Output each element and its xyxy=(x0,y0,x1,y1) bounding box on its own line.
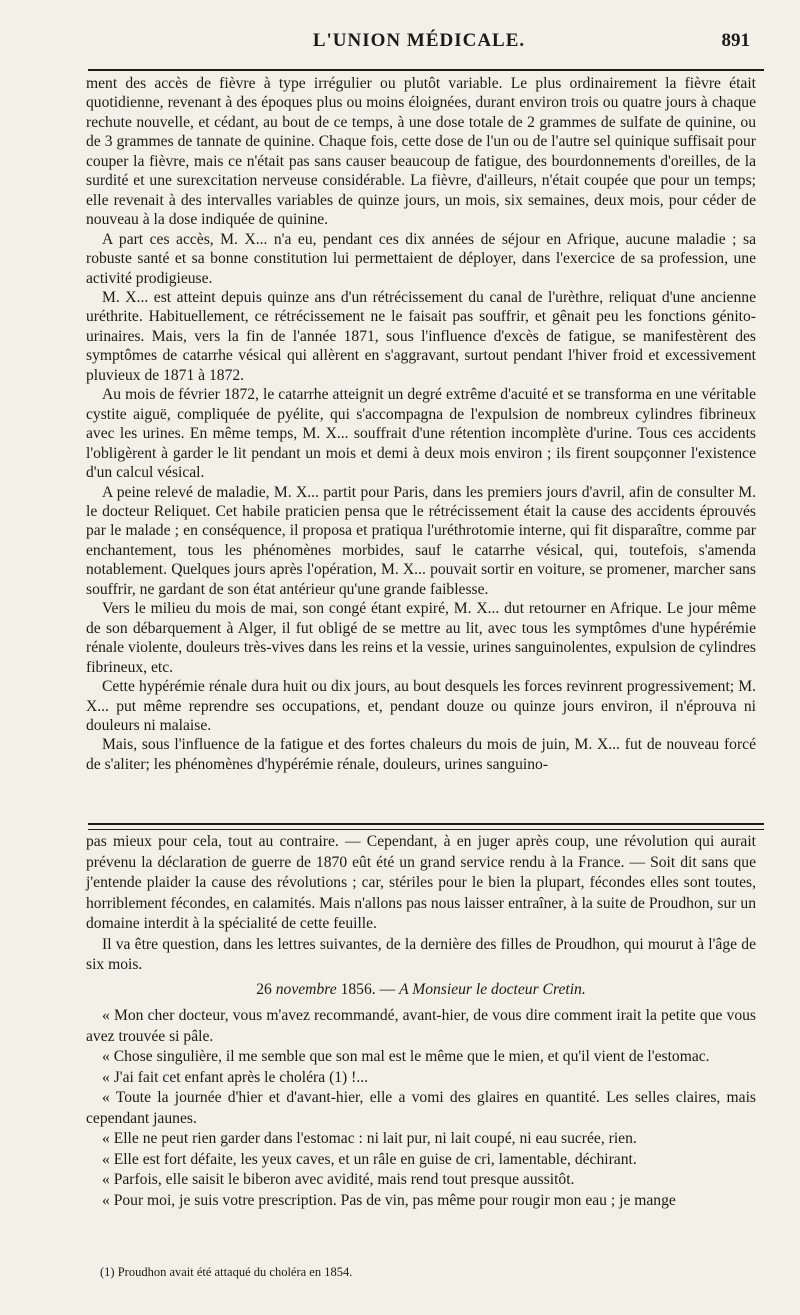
header-rule xyxy=(88,69,764,71)
paragraph: ment des accès de fièvre à type irrégulier ou plutôt variable. Le plus ordinairement la fièvre était quotidienne, revenant à des époques plus ou moins éloignées, durant environ trois ou quatre jours à chaque rechute nouvelle, et cédant, au bout de ce temps, à une dose totale de 2 grammes de sulfate de quinine, ou de 3 grammes de tannate de quinine. Chaque fois, cette dose de l'un ou de l'autre sel quinique suffisait pour couper la fièvre, mais ce n'était pas sans causer beaucoup de fatigue, des bourdonnements d'oreilles, de la surdité et une surexcitation nerveuse considérable. La fièvre, d'ailleurs, n'était coupée que pour un temps; elle revenait à des intervalles variables de quinze jours, un mois, six semaines, deux mois, pour céder de nouveau à la dose indiquée de quinine. xyxy=(86,75,756,229)
paragraph: Au mois de février 1872, le catarrhe atteignit un degré extrême d'acuité et se transforma en une véritable cystite aiguë, compliquée de pyélite, qui s'accompagna de l'expulsion de nombreux cylindres fibrineux avec les urines. En même temps, M. X... souffrait d'une rétention incomplète d'urine. Tous ces accidents l'obligèrent à garder le lit pendant un mois et demi à deux mois environ ; ils firent soupçonner l'existence d'un calcul vésical. xyxy=(86,386,756,482)
paragraph: M. X... est atteint depuis quinze ans d'un rétrécissement du canal de l'urèthre, reliquat d'une ancienne uréthrite. Habituellement, ce rétrécissement ne le faisait pas souffrir, et gênait peu les fonctions génito-urinaires. Mais, vers la fin de l'année 1871, sous l'influence d'excès de fatigue, se manifestèrent des symptômes de catarrhe vésical qui allèrent en s'aggravant, surtout pendant l'hiver froid et excessivement pluvieux de 1871 à 1872. xyxy=(86,288,756,384)
letter-paragraph: « Parfois, elle saisit le biberon avec avidité, mais rend tout presque aussitôt. xyxy=(102,1171,575,1188)
paragraph: Vers le milieu du mois de mai, son congé étant expiré, M. X... dut retourner en Afrique. Le jour même de son débarquement à Alger, il fut obligé de se mettre au lit, avec tous les symptômes d'une hypérémie rénale violente, douleurs très-vives dans les reins et la vessie, urines sanguinolentes, expulsion de cylindres fibrineux, etc. xyxy=(86,600,756,676)
paragraph: Mais, sous l'influence de la fatigue et des fortes chaleurs du mois de juin, M. X... fut de nouveau forcé de s'aliter; les phénomènes d'hypérémie rénale, douleurs, urines sanguino- xyxy=(86,736,756,773)
paragraph: A part ces accès, M. X... n'a eu, pendant ces dix années de séjour en Afrique, aucune maladie ; sa robuste santé et sa bonne constitution lui permettaient de déployer, dans l'exercice de sa profession, une activité prodigieuse. xyxy=(86,230,756,287)
page-header xyxy=(88,30,750,64)
paragraph: Cette hypérémie rénale dura huit ou dix jours, au bout desquels les forces revinrent progressivement; M. X... put même reprendre ses occupations, et, pendant douze ou quinze jours environ, il n'éprouva ni douleurs ni malaise. xyxy=(86,678,756,734)
letter-paragraph: « Pour moi, je suis votre prescription. Pas de vin, pas même pour rougir mon eau ; je mange xyxy=(102,1191,676,1209)
paragraph: pas mieux pour cela, tout au contraire. — Cependant, à en juger après coup, une révolution qui aurait prévenu la déclaration de guerre de 1870 eût été un grand service rendu à la France. — Soit dit sans que j'entende plaider la cause des révolutions ; car, stériles pour le bien la plupart, fécondes elles sont toutes, horriblement fécondes, en calamités. Mais n'allons pas nous laisser entraîner, à la suite de Proudhon, sur un domaine interdit à la spécialité de cette feuille. xyxy=(86,833,756,932)
letter-dateline xyxy=(86,980,756,1001)
running-title: L'UNION MÉDICALE. xyxy=(312,30,526,51)
letter-paragraph: « Chose singulière, il me semble que son mal est le même que le mien, et qu'il vient de l'estomac. xyxy=(102,1048,710,1065)
paragraph: A peine relevé de maladie, M. X... partit pour Paris, dans les premiers jours d'avril, afin de consulter M. le docteur Reliquet. Cet habile praticien pensa que le rétrécissement était la cause des accidents éprouvés par le malade ; en conséquence, il proposa et pratiqua l'uréthrotomie interne, qui fit disparaître, comme par enchantement, tous les phénomènes morbides, sauf le catarrhe vésical, qui, toutefois, s'amenda notablement. Quelques jours après l'opération, M. X... pouvait sortir en voiture, se promener, marcher sans souffrir, ne gardant de son état antérieur qu'une grande faiblesse. xyxy=(86,483,756,598)
feuilleton xyxy=(86,832,756,1211)
footnote: (1) Proudhon avait été attaqué du choléra en 1854. xyxy=(100,1265,353,1279)
dateline-dash: — xyxy=(379,980,396,998)
letter-paragraph: « Elle ne peut rien garder dans l'estomac : ni lait pur, ni lait coupé, ni eau sucrée, rien. xyxy=(102,1130,637,1147)
date-day: 26 xyxy=(256,980,272,998)
page-number: 891 xyxy=(721,30,750,51)
letter-paragraph: « J'ai fait cet enfant après le choléra (1) !... xyxy=(102,1068,369,1086)
letter-addressee: A Monsieur le docteur Cretin. xyxy=(399,980,586,998)
letter-paragraph: « Elle est fort défaite, les yeux caves, et un râle en guise de cri, lamentable, déchirant. xyxy=(102,1150,637,1168)
paragraph: Il va être question, dans les lettres suivantes, de la dernière des filles de Proudhon, qui mourut à l'âge de six mois. xyxy=(86,935,756,973)
main-article xyxy=(86,74,756,774)
letter-paragraph: « Mon cher docteur, vous m'avez recommandé, avant-hier, de vous dire comment irait la petite que vous avez trouvée si pâle. xyxy=(86,1007,756,1045)
date-month: novembre xyxy=(275,980,337,998)
date-year: 1856. xyxy=(340,980,376,998)
letter-paragraph: « Toute la journée d'hier et d'avant-hier, elle a vomi des glaires en quantité. Les selles claires, mais cependant jaunes. xyxy=(86,1089,756,1127)
feuilleton-divider xyxy=(88,823,764,830)
